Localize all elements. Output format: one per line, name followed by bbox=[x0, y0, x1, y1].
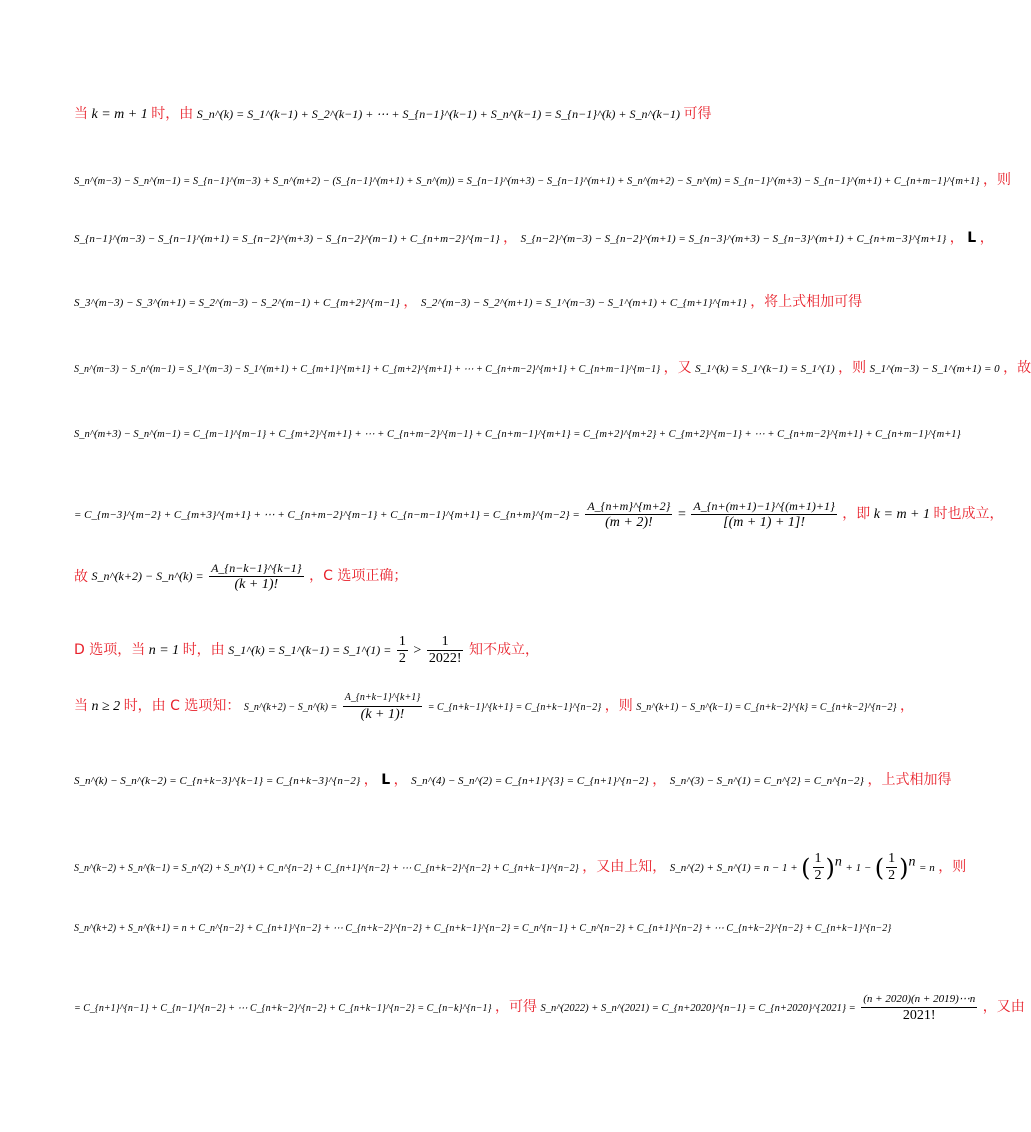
denominator: [(m + 1) + 1]! bbox=[691, 514, 836, 531]
equals: = bbox=[677, 507, 686, 522]
line-8 bbox=[74, 556, 874, 596]
fraction bbox=[585, 498, 672, 531]
formula: S_1^(m−3) − S_1^(m+1) = 0 bbox=[869, 363, 1000, 375]
text-cn: ，则 bbox=[983, 172, 1011, 188]
formula: S_n^(k+2) + S_n^(k+1) = n + C_n^{n−2} + C_{n+1}^{n−2} + ⋯ C_{n+k−2}^{n−2} + C_{n+k−1}^{n−2} = C_n^{n−1} + C_n^{n−2} + C_{n+1}^{n−2} + ⋯ C_{n+k−2}^{n−2} + C_{n+k−1}^{n−2} bbox=[74, 923, 892, 934]
line-6 bbox=[74, 424, 961, 445]
text-cn: ， bbox=[900, 698, 914, 714]
text-cn: ，又 bbox=[663, 360, 692, 376]
text-cn: ，C 选项正确； bbox=[309, 568, 408, 584]
formula: S_n^(m+3) − S_n^(m−1) = C_{m−1}^{m−1} + C_{m+2}^{m+1} + ⋯ + C_{n+m−2}^{m−1} + C_{n+m−1}^{m+1} = C_{m+2}^{m+2} + C_{m+2}^{m−1} + ⋯ + C_{n+m−2}^{m+1} + C_{n+m−1}^{m+1} bbox=[74, 429, 961, 440]
text-cn: ，则 bbox=[838, 360, 867, 376]
text-cn: 当 bbox=[74, 106, 88, 122]
text-cn: ，故 bbox=[1003, 360, 1031, 376]
fraction bbox=[691, 498, 836, 531]
formula: n ≥ 2 bbox=[91, 699, 121, 714]
fraction bbox=[343, 690, 422, 723]
greater-than: > bbox=[413, 643, 422, 658]
formula: S_n^(4) − S_n^(2) = C_{n+1}^{3} = C_{n+1}^{n−2} bbox=[411, 775, 649, 787]
formula: S_n^(k+1) − S_n^(k−1) = C_{n+k−2}^{k} = C_{n+k−2}^{n−2} bbox=[636, 702, 897, 713]
denominator: 2 bbox=[398, 651, 406, 667]
numerator: A_{n+k−1}^{k+1} bbox=[344, 692, 421, 704]
formula: k = m + 1 bbox=[873, 507, 930, 522]
line-4: S_3^(m−3) − S_3^(m+1) = S_2^(m−3) − S_2^(m−1) + C_{m+2}^{m−1} ， S_2^(m−3) − S_2^(m+1) = S_1^(m−3) − S_1^(m+1) + C_{m+1}^{m+1} ，将上式相加可得 bbox=[74, 294, 863, 310]
line-7 bbox=[74, 484, 1004, 544]
numerator: A_{n+m}^{m+2} bbox=[587, 499, 671, 514]
formula: S_n^(m−3) − S_n^(m−1) = S_{n−1}^(m−3) + S_n^(m+2) − (S_{n−1}^(m+1) + S_n^(m)) = S_{n−1}^(m+3) − S_{n−1}^(m+1) + S_n^(m+2) − S_n^(m) = S_{n−1}^(m+3) − S_{n−1}^(m+1) + C_{n+m−1}^{m+1} bbox=[74, 176, 980, 187]
fraction bbox=[861, 991, 977, 1024]
formula: + 1 − bbox=[845, 862, 872, 874]
fraction bbox=[427, 634, 464, 667]
line-12: S_n^(k−2) + S_n^(k−1) = S_n^(2) + S_n^(1) + C_n^{n−2} + C_{n+1}^{n−2} + ⋯ C_{n+k−2}^{n−2} + C_{n+k−1}^{n−2} ，又由上知， S_n^(2) + S_n^(1) = n − 1 + ( $\frac{1}{2}$ )$^n$ + 1 − ( $\frac{1}{2}$ )$^n$ = n ，则 bbox=[74, 851, 967, 884]
numerator: (n + 2020)(n + 2019)⋯n bbox=[863, 993, 976, 1006]
denominator: 2 bbox=[888, 868, 896, 884]
denominator: 2021! bbox=[861, 1007, 977, 1024]
exponent: n bbox=[834, 854, 842, 870]
text-cn: ，又由 bbox=[982, 999, 1025, 1015]
text-cn: 时，由 bbox=[182, 642, 225, 658]
formula: S_n^(3) − S_n^(1) = C_n^{2} = C_n^{n−2} bbox=[669, 775, 864, 787]
denominator: 2 bbox=[814, 868, 822, 884]
line-9 bbox=[74, 630, 874, 670]
denominator: (k + 1)! bbox=[209, 576, 304, 593]
text-cn: 时，由 C 选项知： bbox=[123, 698, 241, 714]
text-cn: ，即 bbox=[842, 506, 871, 522]
formula: L bbox=[381, 772, 391, 788]
formula: S_n^(k) = S_1^(k−1) + S_2^(k−1) + ⋯ + S_{n−1}^(k−1) + S_n^(k−1) = S_{n−1}^(k) + S_n^(k−1) bbox=[196, 107, 680, 121]
exponent: n bbox=[908, 854, 916, 870]
line-2 bbox=[74, 170, 1011, 192]
formula: = C_{m−3}^{m−2} + C_{m+3}^{m+1} + ⋯ + C_{n+m−2}^{m−1} + C_{n−m−1}^{m+1} = C_{n+m}^{m−2} = bbox=[74, 509, 580, 521]
formula: S_{n−1}^(m−3) − S_{n−1}^(m+1) = S_{n−2}^(m+3) − S_{n−2}^(m−1) + C_{n+m−2}^{m−1} bbox=[74, 233, 500, 245]
text-cn: ，又由上知， bbox=[582, 859, 667, 875]
fraction bbox=[886, 851, 897, 884]
line-11: S_n^(k) − S_n^(k−2) = C_{n+k−3}^{k−1} = C_{n+k−3}^{n−2} ， L ， S_n^(4) − S_n^(2) = C_{n+1}^{3} = C_{n+1}^{n−2} ， S_n^(3) − S_n^(1) = C_n^{2} = C_n^{n−2} ，上式相加得 bbox=[74, 772, 952, 788]
line-1 bbox=[74, 104, 874, 125]
text-cn: ，上式相加得 bbox=[867, 772, 952, 788]
formula: S_1^(k) = S_1^(k−1) = S_1^(1) bbox=[695, 363, 835, 375]
numerator: 1 bbox=[814, 851, 822, 867]
text-cn: 时，由 bbox=[151, 106, 194, 122]
text-cn: D 选项，当 bbox=[74, 642, 146, 658]
denominator: (k + 1)! bbox=[343, 706, 422, 723]
text-cn: ，可得 bbox=[494, 999, 537, 1015]
formula: S_n^(k) − S_n^(k−2) = C_{n+k−3}^{k−1} = C_{n+k−3}^{n−2} bbox=[74, 775, 361, 787]
line-3: S_{n−1}^(m−3) − S_{n−1}^(m+1) = S_{n−2}^(m+3) − S_{n−2}^(m−1) + C_{n+m−2}^{m−1} ， S_{n−2}^(m−3) − S_{n−2}^(m+1) = S_{n−3}^(m+3) − S_{n−3}^(m+1) + C_{n+m−3}^{m+1} ， L ， bbox=[74, 230, 994, 246]
fraction bbox=[397, 634, 408, 667]
text-cn: ，将上式相加可得 bbox=[750, 294, 863, 310]
formula: S_2^(m−3) − S_2^(m+1) = S_1^(m−3) − S_1^(m+1) + C_{m+1}^{m+1} bbox=[420, 297, 747, 309]
formula: S_1^(k) = S_1^(k−1) = S_1^(1) = bbox=[228, 643, 392, 657]
formula: k = m + 1 bbox=[91, 107, 148, 122]
denominator: 2022! bbox=[428, 651, 462, 667]
formula: S_n^(m−3) − S_n^(m−1) = S_1^(m−3) − S_1^(m+1) + C_{m+1}^{m+1} + C_{m+2}^{m+1} + ⋯ + C_{n+m−2}^{m+1} + C_{n+m−1}^{m−1} bbox=[74, 364, 661, 375]
formula: S_3^(m−3) − S_3^(m+1) = S_2^(m−3) − S_2^(m−1) + C_{m+2}^{m−1} bbox=[74, 297, 400, 309]
formula: = C_{n+k−1}^{k+1} = C_{n+k−1}^{n−2} bbox=[427, 702, 602, 713]
numerator: 1 bbox=[888, 851, 896, 867]
fraction bbox=[209, 560, 304, 593]
text-cn: 时也成立， bbox=[933, 506, 1004, 522]
line-5 bbox=[74, 358, 1031, 380]
formula: S_n^(2) + S_n^(1) = n − 1 + bbox=[669, 862, 798, 874]
fraction bbox=[813, 851, 824, 884]
formula: n = 1 bbox=[148, 643, 180, 658]
formula: S_n^(2022) + S_n^(2021) = C_{n+2020}^{n−1} = C_{n+2020}^{2021} = bbox=[540, 1003, 856, 1014]
formula: S_n^(k−2) + S_n^(k−1) = S_n^(2) + S_n^(1) + C_n^{n−2} + C_{n+1}^{n−2} + ⋯ C_{n+k−2}^{n−2} + C_{n+k−1}^{n−2} bbox=[74, 863, 579, 874]
numerator: 1 bbox=[441, 634, 449, 650]
text-cn: 当 bbox=[74, 698, 88, 714]
formula: S_n^(k+2) − S_n^(k) = bbox=[91, 569, 204, 583]
denominator: (m + 2)! bbox=[585, 514, 672, 531]
line-13 bbox=[74, 918, 892, 939]
formula: S_n^(k+2) − S_n^(k) = bbox=[243, 702, 338, 713]
formula: S_{n−2}^(m−3) − S_{n−2}^(m+1) = S_{n−3}^(m+3) − S_{n−3}^(m+1) + C_{n+m−3}^{m+1} bbox=[520, 233, 947, 245]
numerator: A_{n+(m+1)−1}^{(m+1)+1} bbox=[693, 499, 835, 514]
formula: = C_{n+1}^{n−1} + C_{n−1}^{n−2} + ⋯ C_{n+k−2}^{n−2} + C_{n+k−1}^{n−2} = C_{n−k}^{n−1} bbox=[74, 1003, 492, 1014]
formula: L bbox=[967, 230, 977, 246]
numerator: A_{n−k−1}^{k−1} bbox=[211, 561, 302, 576]
text-cn: 知不成立， bbox=[468, 642, 539, 658]
text-cn: ，则 bbox=[604, 698, 633, 714]
text-cn: 可得 bbox=[683, 106, 712, 122]
line-10 bbox=[74, 684, 914, 728]
text-cn: 故 bbox=[74, 569, 88, 585]
numerator: 1 bbox=[398, 634, 406, 650]
formula: = n bbox=[919, 862, 935, 874]
text-cn: ，则 bbox=[938, 859, 967, 875]
